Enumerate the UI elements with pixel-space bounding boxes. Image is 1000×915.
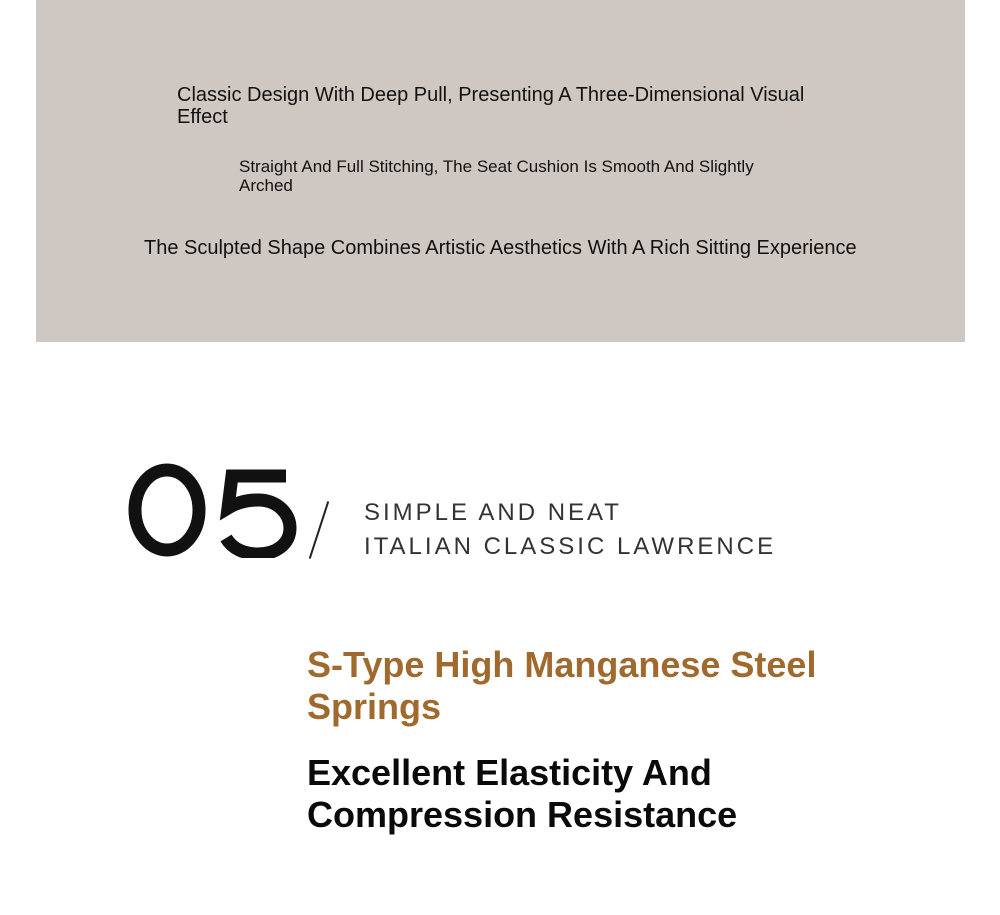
feature-text-stitching: Straight And Full Stitching, The Seat Cushion Is Smooth And Slightly Arched: [239, 157, 754, 195]
feature-panel: [36, 0, 965, 342]
section-number: [128, 462, 298, 558]
feature-text-deep-pull: Classic Design With Deep Pull, Presenting A Three-Dimensional Visual Effect: [177, 84, 805, 128]
spring-heading: S-Type High Manganese Steel Springs: [307, 644, 817, 727]
section-subtitle-2: ITALIAN CLASSIC LAWRENCE: [364, 533, 777, 560]
feature-text-sculpted-shape: The Sculpted Shape Combines Artistic Aesthetics With A Rich Sitting Experience: [144, 237, 857, 259]
section-number-graphic: [128, 462, 298, 558]
section-subtitle-1: SIMPLE AND NEAT: [364, 499, 622, 526]
spring-subheading: Excellent Elasticity And Compression Resistance: [307, 752, 738, 835]
divider-slash: [309, 501, 329, 559]
